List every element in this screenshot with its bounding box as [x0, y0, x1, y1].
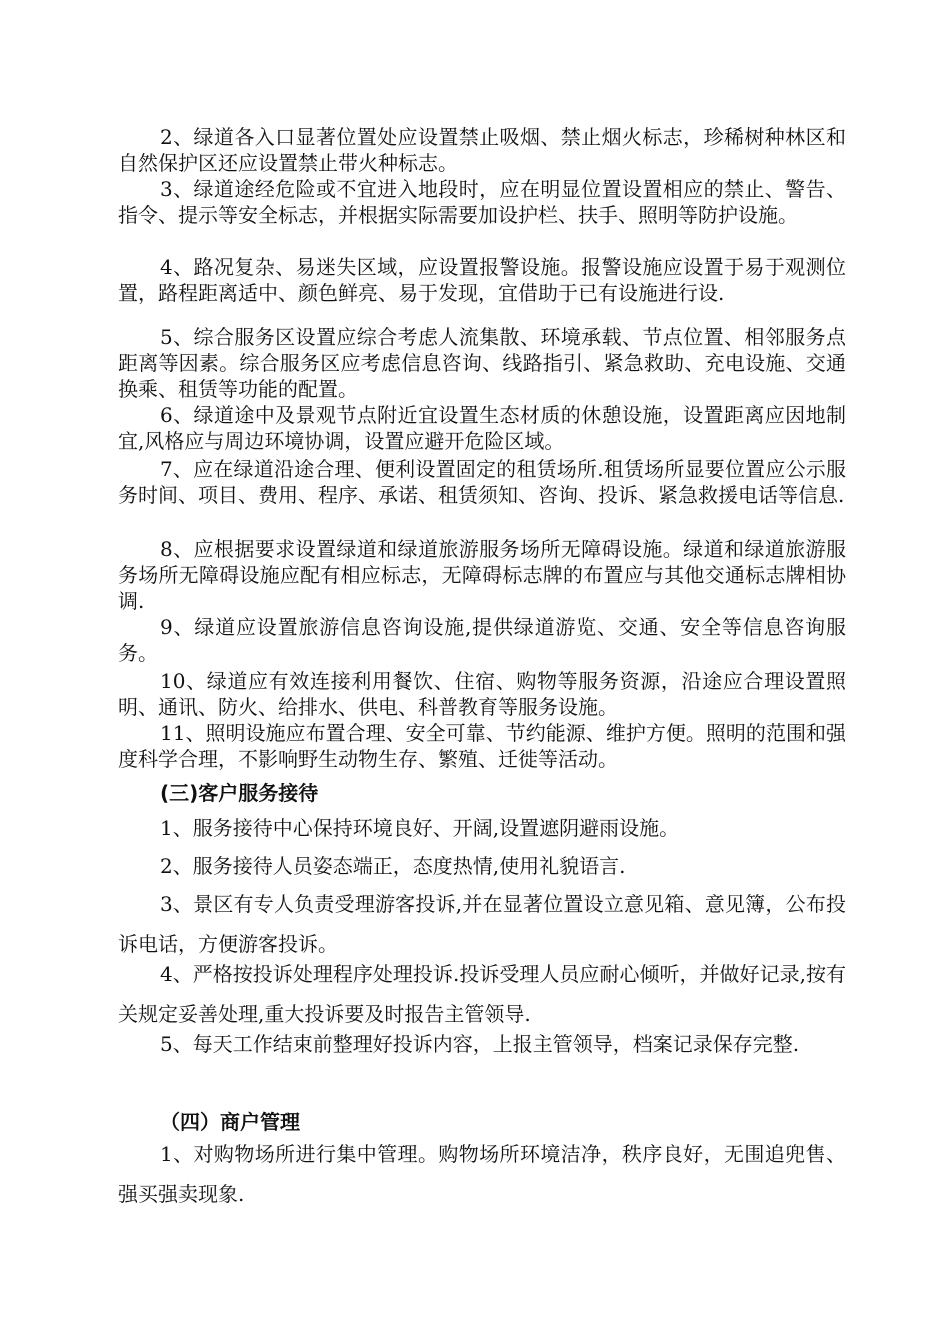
paragraph-b3: 3、绿道途经危险或不宜进入地段时，应在明显位置设置相应的禁止、警告、指令、提示等安全标志，并根据实际需要加设护栏、扶手、照明等防护设施。	[118, 177, 846, 227]
paragraph-d1: 1、对购物场所进行集中管理。购物场所环境洁净，秩序良好，无围追兜售、强买强卖现象.	[118, 1142, 846, 1206]
paragraph-c4: 4、严格按投诉处理程序处理投诉.投诉受理人员应耐心倾听，并做好记录,按有关规定妥善处理,重大投诉要及时报告主管领导.	[118, 962, 846, 1026]
paragraph-c1: 1、服务接待中心保持环境良好、开阔,设置遮阴避雨设施。	[160, 816, 680, 840]
paragraph-b11: 11、照明设施应布置合理、安全可靠、节约能源、维护方便。照明的范围和强度科学合理，不影响野生动物生存、繁殖、迁徙等活动。	[118, 721, 846, 771]
paragraph-c2: 2、服务接待人员姿态端正，态度热情,使用礼貌语言.	[160, 854, 626, 878]
paragraph-b6: 6、绿道途中及景观节点附近宜设置生态材质的休憩设施，设置距离应因地制宜,风格应与周边环境协调，设置应避开危险区域。	[118, 403, 846, 453]
section-heading-customer-service: (三)客户服务接待	[160, 781, 319, 805]
paragraph-c3: 3、景区有专人负责受理游客投诉,并在显著位置设立意见箱、意见簿，公布投诉电话，方便游客投诉。	[118, 892, 846, 956]
paragraph-b2: 2、绿道各入口显著位置处应设置禁止吸烟、禁止烟火标志，珍稀树种林区和自然保护区还应设置禁止带火种标志。	[118, 125, 846, 175]
paragraph-b5: 5、综合服务区设置应综合考虑人流集散、环境承载、节点位置、相邻服务点距离等因素。综合服务区应考虑信息咨询、线路指引、紧急救助、充电设施、交通换乘、租赁等功能的配置。	[118, 325, 846, 401]
paragraph-b8: 8、应根据要求设置绿道和绿道旅游服务场所无障碍设施。绿道和绿道旅游服务场所无障碍设施应配有相应标志，无障碍标志牌的布置应与其他交通标志牌相协调.	[118, 537, 846, 613]
paragraph-b9: 9、绿道应设置旅游信息咨询设施,提供绿道游览、交通、安全等信息咨询服务。	[118, 615, 846, 665]
paragraph-b4: 4、路况复杂、易迷失区域，应设置报警设施。报警设施应设置于易于观测位置，路程距离适中、颜色鲜亮、易于发现，宜借助于已有设施进行设.	[118, 255, 846, 305]
paragraph-b10: 10、绿道应有效连接利用餐饮、住宿、购物等服务资源，沿途应合理设置照明、通讯、防火、给排水、供电、科普教育等服务设施。	[118, 669, 846, 719]
paragraph-b7: 7、应在绿道沿途合理、便利设置固定的租赁场所.租赁场所显要位置应公示服务时间、项目、费用、程序、承诺、租赁须知、咨询、投诉、紧急救援电话等信息.	[118, 457, 846, 507]
section-heading-merchant-management: （四）商户管理	[160, 1110, 300, 1134]
paragraph-c5: 5、每天工作结束前整理好投诉内容，上报主管领导，档案记录保存完整.	[160, 1032, 800, 1056]
